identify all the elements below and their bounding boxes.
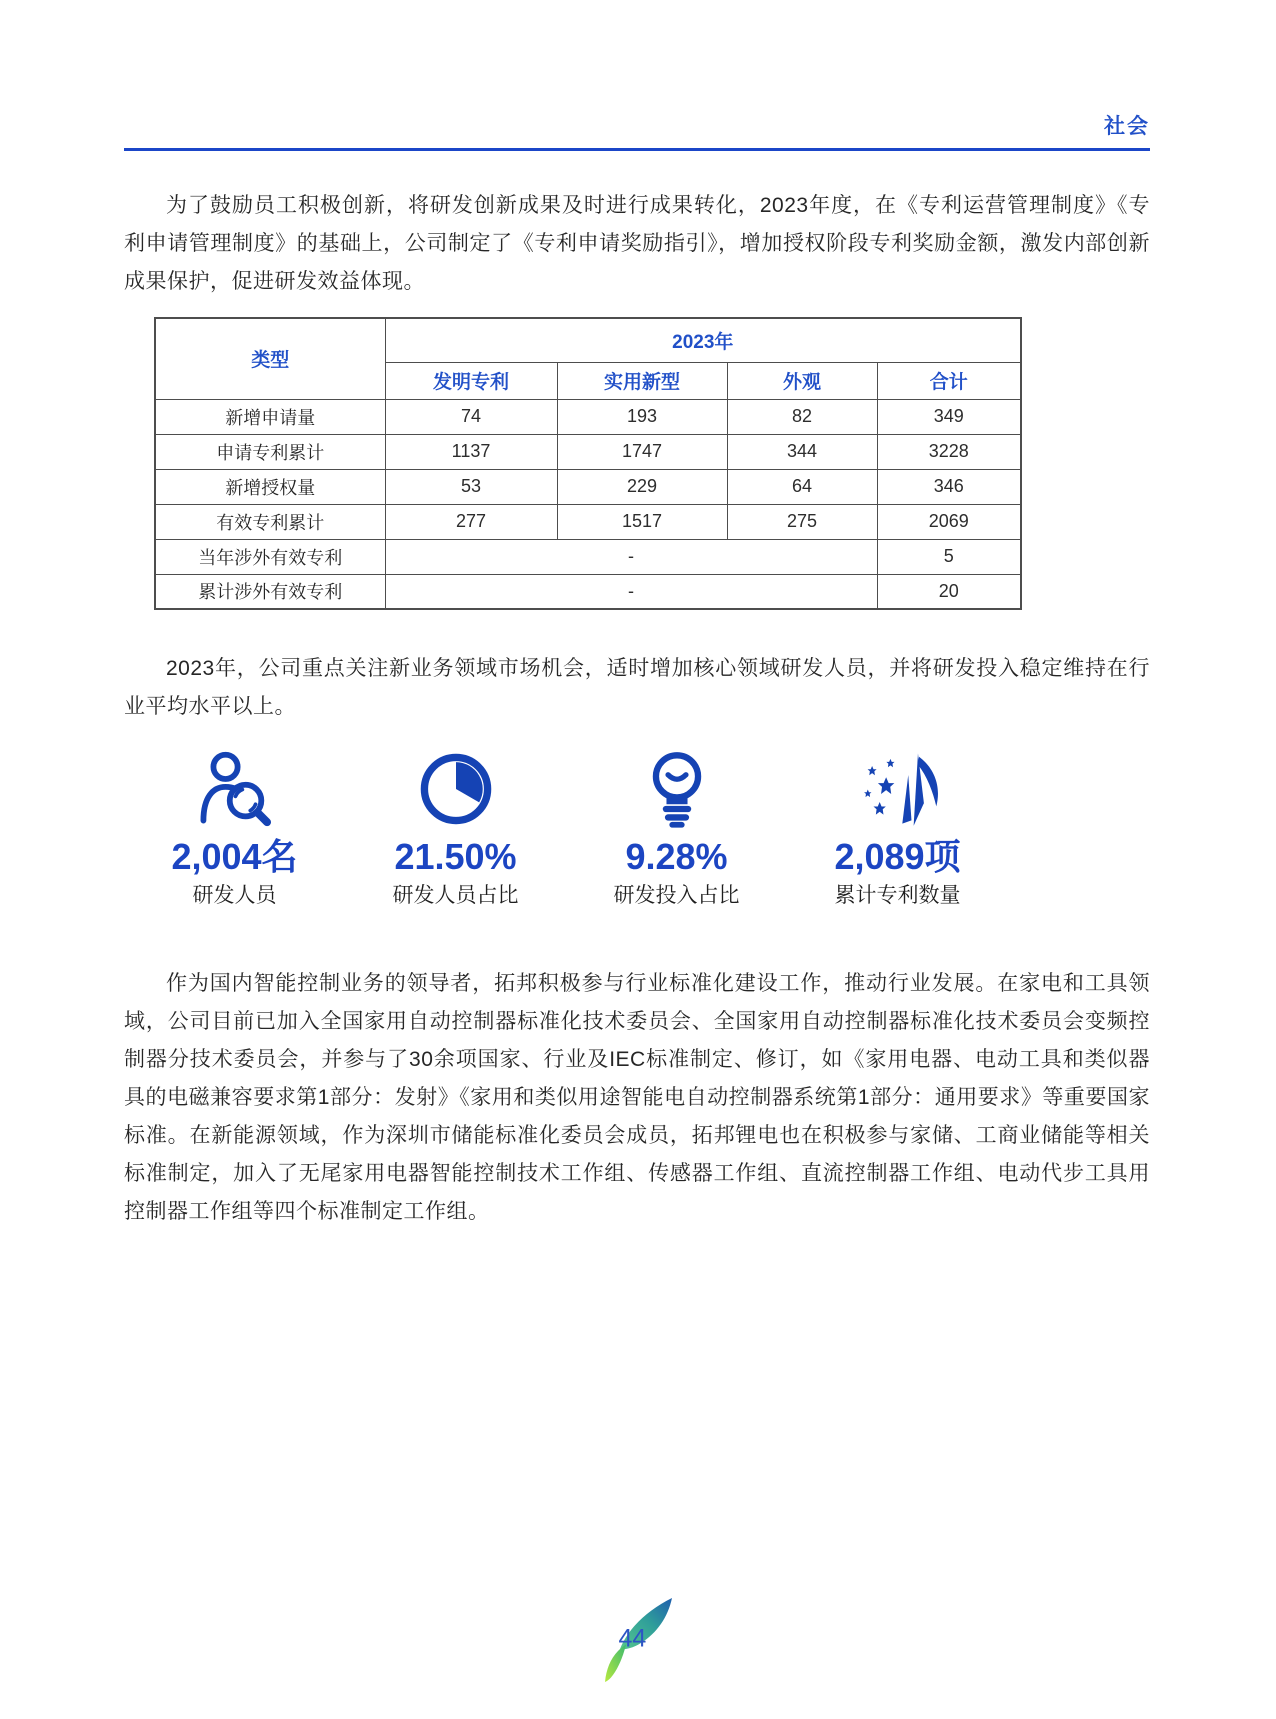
cell-total: 5	[877, 539, 1021, 574]
stat-label: 累计专利数量	[834, 884, 961, 907]
table-header-utility: 实用新型	[557, 362, 727, 399]
table-header-total: 合计	[877, 362, 1021, 399]
cell-merged-value: -	[385, 574, 877, 609]
cell-value: 2069	[877, 504, 1021, 539]
rd-kpi-stats	[124, 741, 1008, 909]
table-header-invention: 发明专利	[385, 362, 557, 399]
researcher-icon	[195, 749, 275, 829]
stat-value: 2,089	[834, 836, 925, 877]
table-row	[155, 469, 1021, 504]
stat-rd-staff	[124, 741, 345, 909]
section-label: 社会	[1104, 115, 1150, 138]
lightbulb-icon	[637, 749, 717, 829]
cell-value: 1517	[557, 504, 727, 539]
stat-rd-staff-ratio	[345, 741, 566, 909]
stat-label: 研发人员占比	[392, 884, 519, 907]
page-body	[124, 187, 1150, 1231]
stat-total-patents	[787, 741, 1008, 909]
stat-unit: 名	[261, 836, 298, 877]
paragraph-rd-investment: 2023年，公司重点关注新业务领域市场机会，适时增加核心领域研发人员，并将研发投入稳定维持在行业平均水平以上。	[124, 657, 1150, 718]
patent-statistics-table	[154, 317, 1022, 610]
stat-value: 2,004	[171, 836, 262, 877]
page-number: 44	[618, 1624, 647, 1653]
cell-value: 277	[385, 504, 557, 539]
cell-total: 20	[877, 574, 1021, 609]
row-label: 新增授权量	[155, 469, 385, 504]
cell-value: 275	[727, 504, 877, 539]
cell-value: 1137	[385, 434, 557, 469]
table-row	[155, 399, 1021, 434]
cell-value: 64	[727, 469, 877, 504]
paragraph-standardization: 作为国内智能控制业务的领导者，拓邦积极参与行业标准化建设工作，推动行业发展。在家电和工具领域，公司目前已加入全国家用自动控制器标准化技术委员会、全国家用自动控制器标准化技术委员会变频控制器分技术委员会，并参与了30余项国家、行业及IEC标准制定、修订，如《家用电器、电动工具和类似器具的电磁兼容要求第1部分：发射》《家用和类似用途智能电自动控制器系统第1部分：通用要求》等重要国家标准。在新能源领域，作为深圳市储能标准化委员会成员，拓邦锂电也在积极参与家储、工商业储能等相关标准制定，加入了无尾家用电器智能控制技术工作组、传感器工作组、直流控制器工作组、电动代步工具用控制器工作组等四个标准制定工作组。	[124, 972, 1150, 1223]
pie-chart-icon	[416, 749, 496, 829]
table-row	[155, 504, 1021, 539]
cell-value: 74	[385, 399, 557, 434]
cell-value: 82	[727, 399, 877, 434]
table-header-type: 类型	[155, 318, 385, 399]
stat-label: 研发人员	[192, 884, 277, 907]
cell-merged-value: -	[385, 539, 877, 574]
page-footer	[0, 1592, 1276, 1686]
header-rule	[124, 148, 1150, 151]
stat-label: 研发投入占比	[613, 884, 740, 907]
cell-value: 349	[877, 399, 1021, 434]
paragraph-patent-incentive: 为了鼓励员工积极创新，将研发创新成果及时进行成果转化，2023年度，在《专利运营管理制度》《专利申请管理制度》的基础上，公司制定了《专利申请奖励指引》，增加授权阶段专利奖励金额，激发内部创新成果保护，促进研发效益体现。	[124, 194, 1150, 293]
table-row	[155, 434, 1021, 469]
cell-value: 53	[385, 469, 557, 504]
cell-value: 346	[877, 469, 1021, 504]
cell-value: 229	[557, 469, 727, 504]
row-label: 当年涉外有效专利	[155, 539, 385, 574]
table-header-design: 外观	[727, 362, 877, 399]
table-row	[155, 539, 1021, 574]
cell-value: 3228	[877, 434, 1021, 469]
stat-rd-investment-ratio	[566, 741, 787, 909]
stat-unit: 项	[924, 836, 961, 877]
cell-value: 193	[557, 399, 727, 434]
row-label: 有效专利累计	[155, 504, 385, 539]
cell-value: 344	[727, 434, 877, 469]
stat-value: 21.50%	[394, 836, 517, 877]
table-header-year: 2023年	[385, 318, 1021, 362]
stat-value: 9.28%	[625, 836, 728, 877]
row-label: 新增申请量	[155, 399, 385, 434]
row-label: 累计涉外有效专利	[155, 574, 385, 609]
cell-value: 1747	[557, 434, 727, 469]
patent-emblem-icon	[857, 747, 939, 829]
table-row	[155, 574, 1021, 609]
row-label: 申请专利累计	[155, 434, 385, 469]
